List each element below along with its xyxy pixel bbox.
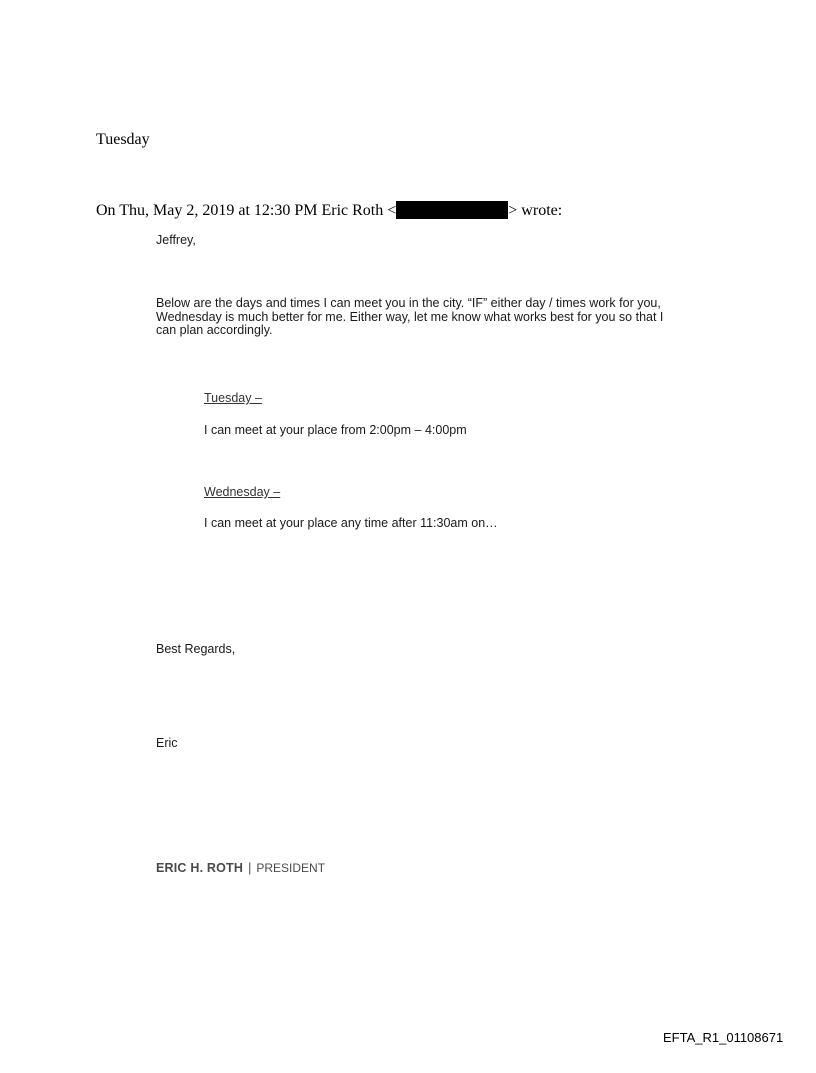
document-id-stamp: EFTA_R1_01108671 [663, 1030, 784, 1045]
email-closing: Best Regards, [156, 642, 236, 656]
option-detail-tuesday: I can meet at your place from 2:00pm – 4:00pm [204, 423, 467, 437]
option-detail-wednesday: I can meet at your place any time after 11:30am on… [204, 516, 498, 530]
top-note: Tuesday [96, 131, 150, 148]
sender-first-name: Eric [156, 736, 178, 750]
signature-separator: | [248, 861, 252, 875]
signature-title: PRESIDENT [256, 861, 326, 875]
option-day-label-tuesday: Tuesday – [204, 391, 262, 405]
quote-header-prefix: On Thu, May 2, 2019 at 12:30 PM Eric Roth < [96, 202, 397, 219]
quote-header-suffix: > wrote: [508, 202, 563, 219]
redacted-email-address [396, 201, 508, 219]
email-body-paragraph: Below are the days and times I can meet you in the city. “IF” either day / times work for you, Wednesday is much better for me. Either way, let me know what works best for you so that I can plan accordingly. [156, 296, 664, 337]
email-salutation: Jeffrey, [156, 233, 196, 247]
option-day-label-wednesday: Wednesday – [204, 485, 281, 499]
quote-header [96, 201, 562, 220]
signature-name: ERIC H. ROTH [156, 861, 244, 875]
email-signature [156, 861, 325, 875]
